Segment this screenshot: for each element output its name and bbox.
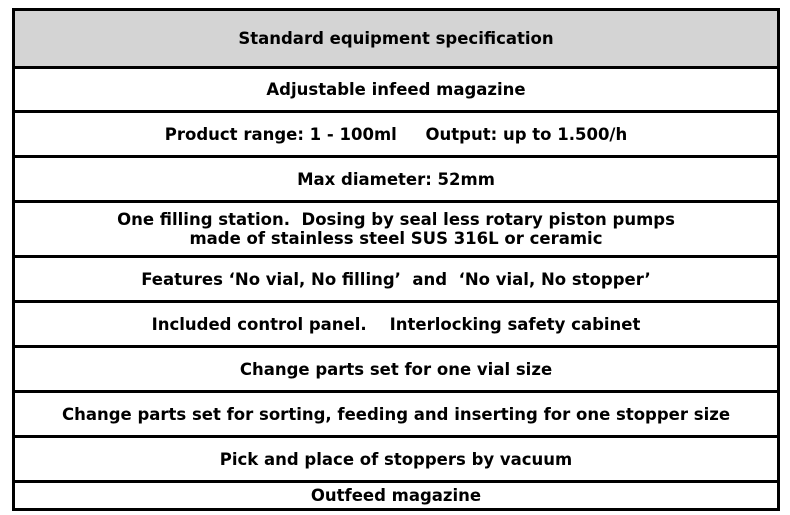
spec-row-control-panel: [15, 303, 777, 345]
table-header-text: Standard equipment specification: [238, 29, 554, 48]
spec-row-text: Outfeed magazine: [310, 486, 482, 505]
equipment-spec-table: [12, 8, 780, 511]
spec-row-stopper-change-parts: [15, 393, 777, 435]
spec-row-text: Product range: 1 - 100ml Output: up to 1.500/h: [164, 124, 628, 144]
spec-row-max-diameter: [15, 158, 777, 200]
spec-row-text: One filling station. Dosing by seal less rotary piston pumps made of stainless steel SUS 316L or ceramic: [117, 210, 675, 248]
spec-row-text: Pick and place of stoppers by vacuum: [219, 449, 573, 469]
spec-row-outfeed-magazine: [15, 483, 777, 508]
table-header: [15, 11, 777, 66]
spec-row-vial-change-parts: [15, 348, 777, 390]
spec-row-text: Included control panel. Interlocking safety cabinet: [151, 314, 641, 334]
spec-row-text: Features ‘No vial, No filling’ and ‘No vial, No stopper’: [141, 269, 651, 289]
spec-row-infeed-magazine: [15, 69, 777, 110]
spec-row-text: Adjustable infeed magazine: [266, 80, 526, 99]
spec-row-pick-and-place: [15, 438, 777, 480]
spec-row-text: Max diameter: 52mm: [297, 169, 495, 189]
spec-row-product-range: [15, 113, 777, 155]
spec-row-filling-station: [15, 203, 777, 255]
spec-row-text: Change parts set for sorting, feeding and inserting for one stopper size: [61, 404, 731, 424]
spec-row-features: [15, 258, 777, 300]
spec-row-text: Change parts set for one vial size: [239, 359, 553, 379]
